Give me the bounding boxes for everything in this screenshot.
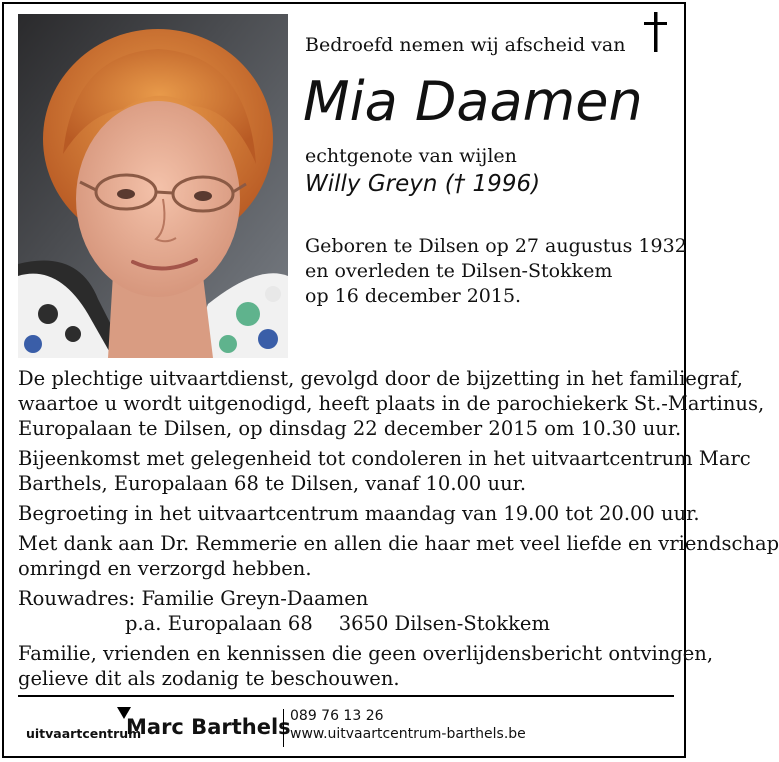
address-street: p.a. Europalaan 68: [125, 612, 313, 635]
birth-line: en overleden te Dilsen-Stokkem: [305, 260, 613, 282]
text-line: Met dank aan Dr. Remmerie en allen die haar met veel liefde en vriendschap: [18, 532, 779, 555]
mourning-address: [18, 586, 678, 636]
address-family: Familie Greyn-Daamen: [141, 587, 369, 610]
address-label: Rouwadres:: [18, 587, 136, 610]
text-line: omringd en verzorgd hebben.: [18, 557, 312, 580]
address-line: [18, 586, 678, 611]
text-line: Europalaan te Dilsen, op dinsdag 22 december 2015 om 10.30 uur.: [18, 417, 682, 440]
text-line: De plechtige uitvaartdienst, gevolgd door de bijzetting in het familiegraf,: [18, 367, 743, 390]
spouse-prefix: echtgenote van wijlen: [305, 145, 517, 167]
text-line: Bijeenkomst met gelegenheid tot condoleren in het uitvaartcentrum Marc: [18, 447, 751, 470]
footer-divider: [18, 695, 674, 697]
funeral-paragraph: [18, 366, 765, 441]
spouse-name: Willy Greyn († 1996): [305, 171, 541, 197]
intro-text: Bedroefd nemen wij afscheid van: [305, 34, 626, 56]
footer-website[interactable]: www.uitvaartcentrum-barthels.be: [290, 726, 526, 742]
thanks-paragraph: [18, 531, 779, 581]
address-city: 3650 Dilsen-Stokkem: [338, 612, 550, 635]
footer-separator: [283, 709, 284, 747]
text-line: Familie, vrienden en kennissen die geen overlijdensbericht ontvingen,: [18, 642, 714, 665]
deceased-name: Mia Daamen: [303, 70, 643, 133]
address-line: [18, 611, 678, 636]
birth-line: op 16 december 2015.: [305, 285, 522, 307]
footer-phone[interactable]: 089 76 13 26: [290, 708, 384, 724]
text-line: Barthels, Europalaan 68 te Dilsen, vanaf 10.00 uur.: [18, 472, 527, 495]
text-line: waartoe u wordt uitgenodigd, heeft plaats in de parochiekerk St.-Martinus,: [18, 392, 765, 415]
birth-death-info: [305, 234, 687, 309]
footer-brand: Marc Barthels: [126, 715, 291, 739]
footer-prefix: uitvaartcentrum: [26, 726, 142, 741]
text-line: Begroeting in het uitvaartcentrum maandag van 19.00 tot 20.00 uur.: [18, 502, 700, 525]
cross-icon: [641, 10, 671, 54]
birth-line: Geboren te Dilsen op 27 augustus 1932: [305, 235, 687, 257]
portrait-photo: [18, 14, 288, 358]
footer: [18, 705, 674, 750]
condolence-paragraph: [18, 446, 751, 496]
text-line: gelieve dit als zodanig te beschouwen.: [18, 667, 400, 690]
greeting-paragraph: [18, 501, 700, 526]
closing-paragraph: [18, 641, 714, 691]
notice-body: [18, 366, 779, 696]
